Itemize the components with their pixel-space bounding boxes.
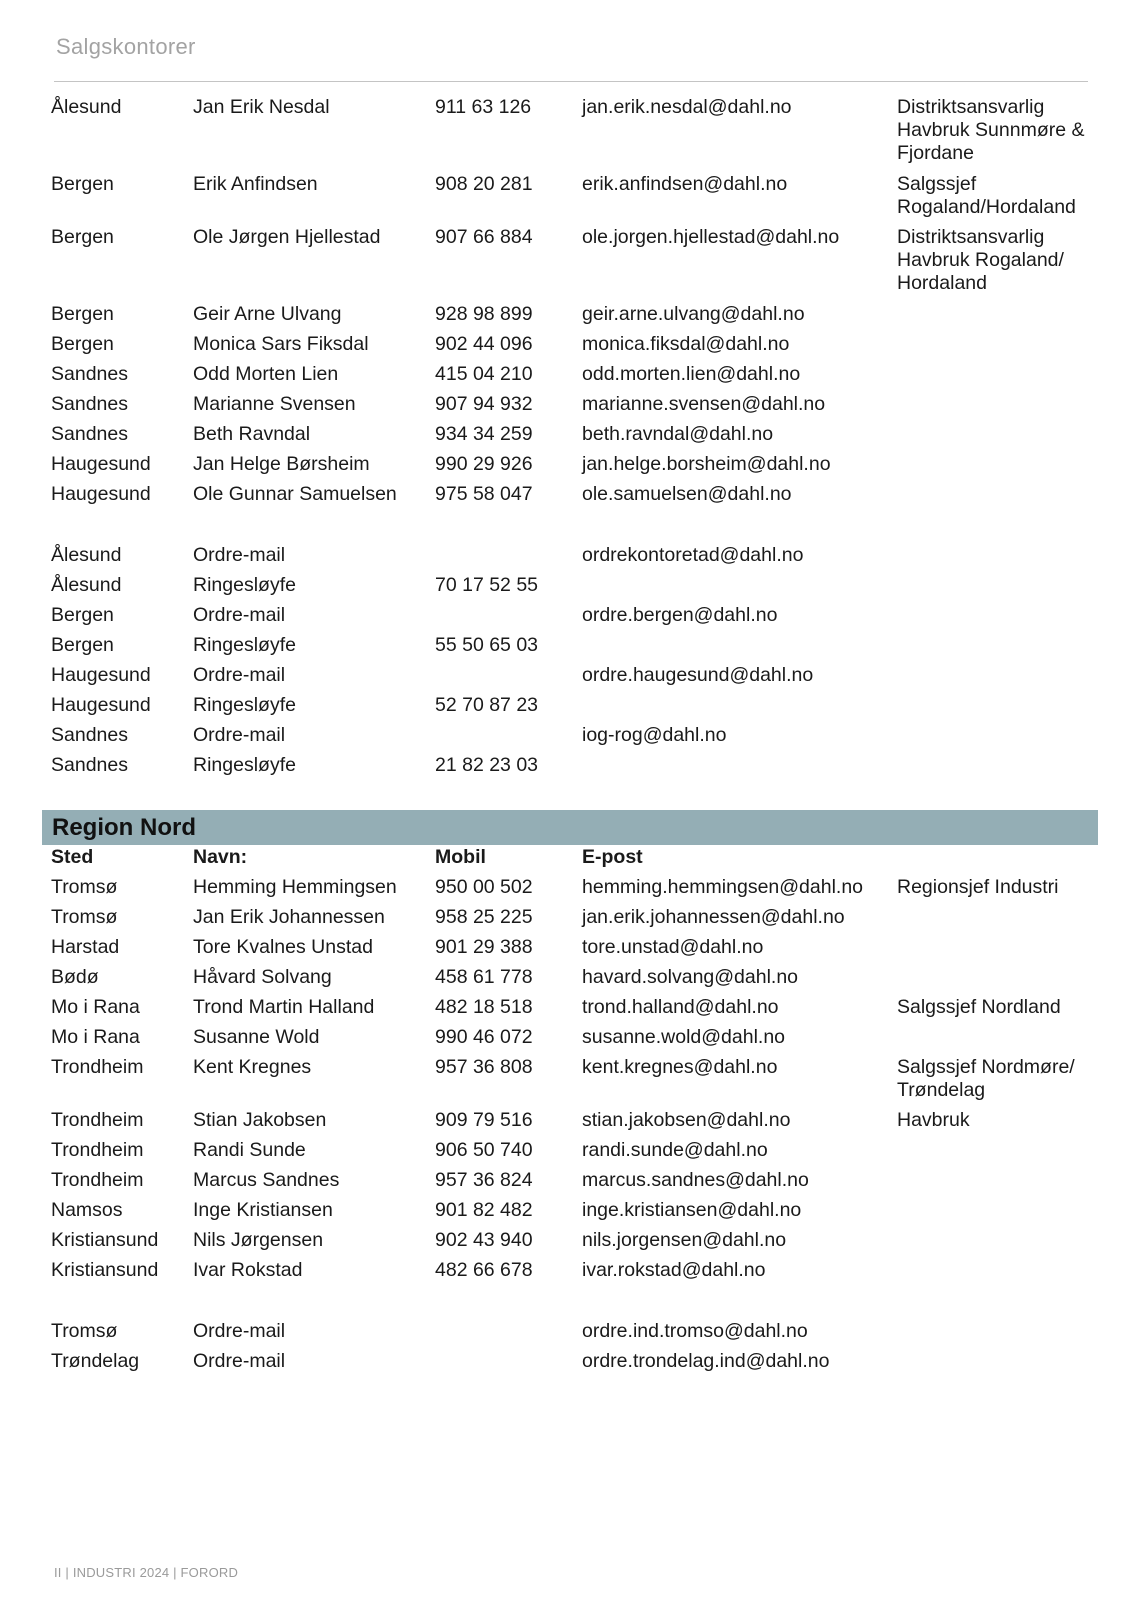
table-row bbox=[0, 1056, 1143, 1109]
contacts-table-nord bbox=[0, 846, 1143, 1380]
table-row bbox=[0, 423, 1143, 453]
cell-mobil: 482 18 518 bbox=[435, 996, 533, 1018]
cell-navn: Ringesløyfe bbox=[193, 754, 296, 776]
cell-navn: Kent Kregnes bbox=[193, 1056, 312, 1078]
cell-epost: iog-rog@dahl.no bbox=[582, 724, 727, 746]
order-row bbox=[0, 544, 1143, 574]
table-row bbox=[0, 1139, 1143, 1169]
cell-sted: Trondheim bbox=[51, 1169, 144, 1191]
table-row bbox=[0, 173, 1143, 226]
cell-navn: Erik Anfindsen bbox=[193, 173, 318, 195]
region-banner bbox=[42, 810, 1098, 845]
cell-sted: Haugesund bbox=[51, 453, 151, 475]
table-row bbox=[0, 1199, 1143, 1229]
cell-rolle: Havbruk bbox=[897, 1109, 970, 1131]
cell-epost: jan.erik.nesdal@dahl.no bbox=[582, 96, 792, 118]
cell-epost: inge.kristiansen@dahl.no bbox=[582, 1199, 802, 1221]
order-row bbox=[0, 754, 1143, 784]
cell-navn: Stian Jakobsen bbox=[193, 1109, 327, 1131]
cell-sted: Bergen bbox=[51, 604, 114, 626]
table-row bbox=[0, 333, 1143, 363]
cell-mobil: 902 44 096 bbox=[435, 333, 533, 355]
cell-epost: geir.arne.ulvang@dahl.no bbox=[582, 303, 805, 325]
cell-navn: Ordre-mail bbox=[193, 1320, 286, 1342]
cell-epost: tore.unstad@dahl.no bbox=[582, 936, 764, 958]
region-title: Region Nord bbox=[52, 814, 196, 841]
cell-mobil: 928 98 899 bbox=[435, 303, 533, 325]
cell-sted: Namsos bbox=[51, 1199, 123, 1221]
cell-sted: Ålesund bbox=[51, 574, 122, 596]
cell-navn: Marianne Svensen bbox=[193, 393, 356, 415]
cell-mobil: 415 04 210 bbox=[435, 363, 533, 385]
cell-navn: Susanne Wold bbox=[193, 1026, 320, 1048]
table-row bbox=[0, 876, 1143, 906]
cell-sted: Sandnes bbox=[51, 754, 128, 776]
cell-sted: Kristiansund bbox=[51, 1259, 159, 1281]
cell-mobil: 990 46 072 bbox=[435, 1026, 533, 1048]
page-title: Salgskontorer bbox=[56, 34, 196, 59]
page-footer: II | INDUSTRI 2024 | FORORD bbox=[54, 1565, 239, 1580]
cell-sted: Sandnes bbox=[51, 393, 128, 415]
row-spacer bbox=[0, 1289, 1143, 1320]
cell-navn: Ringesløyfe bbox=[193, 694, 296, 716]
cell-navn: Håvard Solvang bbox=[193, 966, 332, 988]
cell-mobil: 55 50 65 03 bbox=[435, 634, 539, 656]
cell-sted: Tromsø bbox=[51, 1320, 118, 1342]
cell-rolle: Distriktsansvarlig Havbruk Rogaland/ Hordaland bbox=[897, 226, 1064, 294]
cell-epost: odd.morten.lien@dahl.no bbox=[582, 363, 801, 385]
cell-epost: trond.halland@dahl.no bbox=[582, 996, 779, 1018]
cell-rolle: Salgssjef Nordmøre/ Trøndelag bbox=[897, 1056, 1075, 1101]
order-row bbox=[0, 664, 1143, 694]
cell-epost: ivar.rokstad@dahl.no bbox=[582, 1259, 766, 1281]
cell-epost: marianne.svensen@dahl.no bbox=[582, 393, 826, 415]
contacts-table-vest bbox=[0, 96, 1143, 784]
table-row bbox=[0, 1229, 1143, 1259]
cell-mobil: 909 79 516 bbox=[435, 1109, 533, 1131]
table-row bbox=[0, 1109, 1143, 1139]
cell-rolle: Salgssjef Nordland bbox=[897, 996, 1061, 1018]
order-row bbox=[0, 604, 1143, 634]
cell-navn: Ole Jørgen Hjellestad bbox=[193, 226, 381, 248]
cell-navn: Inge Kristiansen bbox=[193, 1199, 333, 1221]
cell-epost: ordre.ind.tromso@dahl.no bbox=[582, 1320, 808, 1342]
cell-mobil: 21 82 23 03 bbox=[435, 754, 539, 776]
cell-navn: Ordre-mail bbox=[193, 544, 286, 566]
cell-mobil: 958 25 225 bbox=[435, 906, 533, 928]
cell-navn: Trond Martin Halland bbox=[193, 996, 375, 1018]
cell-epost: monica.fiksdal@dahl.no bbox=[582, 333, 790, 355]
cell-navn: Odd Morten Lien bbox=[193, 363, 339, 385]
cell-sted: Sandnes bbox=[51, 724, 128, 746]
cell-navn: Beth Ravndal bbox=[193, 423, 311, 445]
cell-mobil: 70 17 52 55 bbox=[435, 574, 539, 596]
cell-sted: Sandnes bbox=[51, 423, 128, 445]
cell-navn: Nils Jørgensen bbox=[193, 1229, 324, 1251]
cell-sted: Bergen bbox=[51, 173, 114, 195]
cell-sted: Ålesund bbox=[51, 544, 122, 566]
order-row bbox=[0, 694, 1143, 724]
cell-mobil: 957 36 808 bbox=[435, 1056, 533, 1078]
column-header-mobil: Mobil bbox=[435, 846, 486, 868]
order-row bbox=[0, 574, 1143, 604]
cell-mobil: 901 29 388 bbox=[435, 936, 533, 958]
cell-epost: ordre.haugesund@dahl.no bbox=[582, 664, 814, 686]
cell-sted: Trondheim bbox=[51, 1139, 144, 1161]
cell-navn: Ivar Rokstad bbox=[193, 1259, 303, 1281]
cell-mobil: 52 70 87 23 bbox=[435, 694, 539, 716]
cell-epost: ordre.trondelag.ind@dahl.no bbox=[582, 1350, 830, 1372]
cell-navn: Jan Erik Johannessen bbox=[193, 906, 385, 928]
cell-epost: beth.ravndal@dahl.no bbox=[582, 423, 774, 445]
cell-mobil: 908 20 281 bbox=[435, 173, 533, 195]
table-row bbox=[0, 303, 1143, 333]
cell-sted: Bergen bbox=[51, 226, 114, 248]
cell-navn: Jan Helge Børsheim bbox=[193, 453, 370, 475]
cell-epost: havard.solvang@dahl.no bbox=[582, 966, 799, 988]
table-row bbox=[0, 966, 1143, 996]
row-spacer bbox=[0, 513, 1143, 544]
cell-sted: Haugesund bbox=[51, 694, 151, 716]
cell-sted: Bergen bbox=[51, 634, 114, 656]
cell-sted: Tromsø bbox=[51, 876, 118, 898]
table-row bbox=[0, 96, 1143, 173]
cell-sted: Trøndelag bbox=[51, 1350, 140, 1372]
order-row bbox=[0, 1350, 1143, 1380]
cell-sted: Bergen bbox=[51, 333, 114, 355]
cell-navn: Tore Kvalnes Unstad bbox=[193, 936, 373, 958]
cell-mobil: 907 94 932 bbox=[435, 393, 533, 415]
cell-navn: Ordre-mail bbox=[193, 1350, 286, 1372]
cell-sted: Bergen bbox=[51, 303, 114, 325]
cell-mobil: 482 66 678 bbox=[435, 1259, 533, 1281]
cell-mobil: 990 29 926 bbox=[435, 453, 533, 475]
cell-sted: Haugesund bbox=[51, 664, 151, 686]
order-row bbox=[0, 634, 1143, 664]
cell-mobil: 934 34 259 bbox=[435, 423, 533, 445]
table-row bbox=[0, 363, 1143, 393]
cell-sted: Ålesund bbox=[51, 96, 122, 118]
cell-sted: Kristiansund bbox=[51, 1229, 159, 1251]
cell-rolle: Salgssjef Rogaland/Hordaland bbox=[897, 173, 1076, 218]
column-header-navn: Navn: bbox=[193, 846, 248, 868]
cell-mobil: 957 36 824 bbox=[435, 1169, 533, 1191]
table-row bbox=[0, 936, 1143, 966]
cell-navn: Ole Gunnar Samuelsen bbox=[193, 483, 397, 505]
cell-navn: Monica Sars Fiksdal bbox=[193, 333, 369, 355]
cell-navn: Randi Sunde bbox=[193, 1139, 306, 1161]
cell-mobil: 902 43 940 bbox=[435, 1229, 533, 1251]
cell-rolle: Distriktsansvarlig Havbruk Sunnmøre & Fjordane bbox=[897, 96, 1085, 164]
cell-sted: Sandnes bbox=[51, 363, 128, 385]
cell-sted: Bødø bbox=[51, 966, 99, 988]
cell-navn: Geir Arne Ulvang bbox=[193, 303, 342, 325]
cell-epost: hemming.hemmingsen@dahl.no bbox=[582, 876, 864, 898]
table-row bbox=[0, 906, 1143, 936]
cell-epost: susanne.wold@dahl.no bbox=[582, 1026, 786, 1048]
cell-navn: Ordre-mail bbox=[193, 604, 286, 626]
cell-epost: stian.jakobsen@dahl.no bbox=[582, 1109, 791, 1131]
table-row bbox=[0, 393, 1143, 423]
cell-sted: Mo i Rana bbox=[51, 1026, 140, 1048]
header-divider bbox=[54, 81, 1088, 82]
cell-epost: randi.sunde@dahl.no bbox=[582, 1139, 768, 1161]
cell-mobil: 458 61 778 bbox=[435, 966, 533, 988]
cell-mobil: 907 66 884 bbox=[435, 226, 533, 248]
table-row bbox=[0, 483, 1143, 513]
cell-mobil: 950 00 502 bbox=[435, 876, 533, 898]
cell-navn: Marcus Sandnes bbox=[193, 1169, 340, 1191]
cell-mobil: 906 50 740 bbox=[435, 1139, 533, 1161]
table-row bbox=[0, 453, 1143, 483]
cell-sted: Haugesund bbox=[51, 483, 151, 505]
cell-epost: jan.erik.johannessen@dahl.no bbox=[582, 906, 845, 928]
table-row bbox=[0, 1169, 1143, 1199]
cell-sted: Harstad bbox=[51, 936, 120, 958]
cell-epost: ordre.bergen@dahl.no bbox=[582, 604, 778, 626]
cell-navn: Ringesløyfe bbox=[193, 574, 296, 596]
table-row bbox=[0, 1026, 1143, 1056]
cell-mobil: 901 82 482 bbox=[435, 1199, 533, 1221]
table-header-row bbox=[0, 846, 1143, 876]
cell-sted: Trondheim bbox=[51, 1056, 144, 1078]
cell-navn: Ringesløyfe bbox=[193, 634, 296, 656]
cell-epost: erik.anfindsen@dahl.no bbox=[582, 173, 788, 195]
cell-epost: jan.helge.borsheim@dahl.no bbox=[582, 453, 831, 475]
cell-mobil: 975 58 047 bbox=[435, 483, 533, 505]
cell-epost: ordrekontoretad@dahl.no bbox=[582, 544, 804, 566]
cell-epost: ole.samuelsen@dahl.no bbox=[582, 483, 792, 505]
cell-navn: Hemming Hemmingsen bbox=[193, 876, 397, 898]
cell-epost: kent.kregnes@dahl.no bbox=[582, 1056, 778, 1078]
order-row bbox=[0, 1320, 1143, 1350]
cell-epost: ole.jorgen.hjellestad@dahl.no bbox=[582, 226, 840, 248]
cell-rolle: Regionsjef Industri bbox=[897, 876, 1059, 898]
column-header-epost: E-post bbox=[582, 846, 643, 868]
cell-navn: Ordre-mail bbox=[193, 724, 286, 746]
cell-mobil: 911 63 126 bbox=[435, 96, 532, 118]
cell-sted: Trondheim bbox=[51, 1109, 144, 1131]
cell-sted: Mo i Rana bbox=[51, 996, 140, 1018]
order-row bbox=[0, 724, 1143, 754]
table-row bbox=[0, 226, 1143, 303]
cell-navn: Ordre-mail bbox=[193, 664, 286, 686]
cell-epost: nils.jorgensen@dahl.no bbox=[582, 1229, 787, 1251]
table-row bbox=[0, 1259, 1143, 1289]
cell-epost: marcus.sandnes@dahl.no bbox=[582, 1169, 809, 1191]
cell-sted: Tromsø bbox=[51, 906, 118, 928]
cell-navn: Jan Erik Nesdal bbox=[193, 96, 330, 118]
table-row bbox=[0, 996, 1143, 1026]
column-header-sted: Sted bbox=[51, 846, 94, 868]
